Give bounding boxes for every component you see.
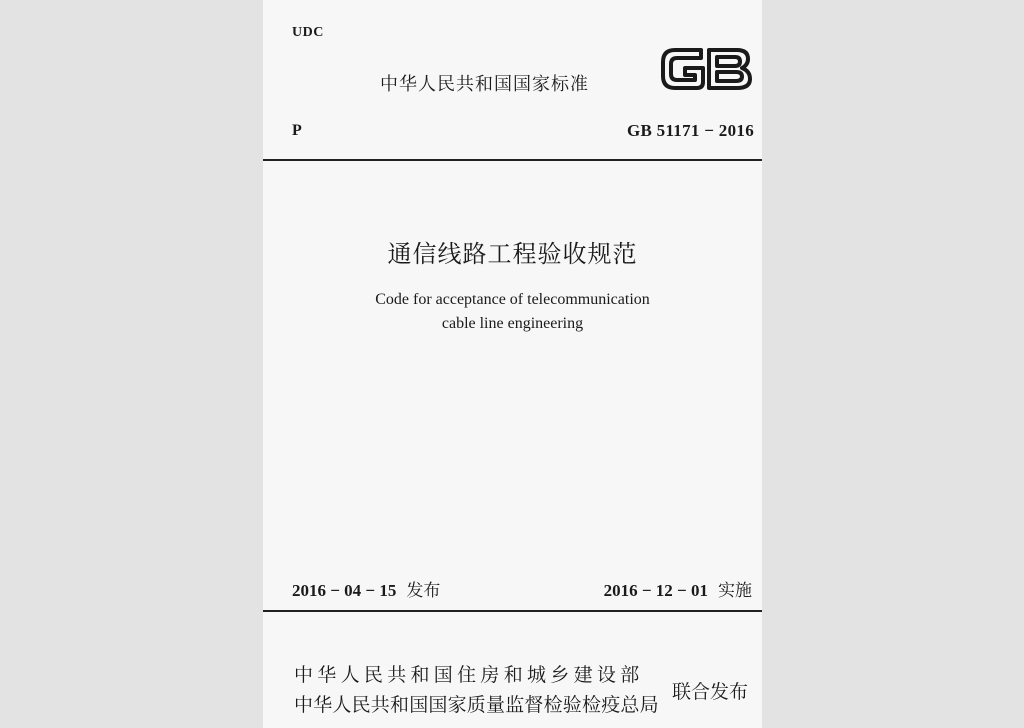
- classification-code: P: [292, 122, 302, 139]
- issue-label: 发布: [406, 581, 441, 601]
- english-title: [263, 288, 762, 336]
- bottom-divider: [263, 610, 762, 612]
- implement-label: 实施: [718, 581, 752, 601]
- implement-date-block: [604, 576, 752, 601]
- national-standard-title: 中华人民共和国国家标准: [380, 74, 589, 95]
- english-title-line-1: Code for acceptance of telecommunication: [375, 291, 650, 308]
- udc-label: UDC: [292, 25, 324, 40]
- implement-date: 2016 − 12 − 01: [603, 581, 708, 600]
- issue-date: 2016 − 04 − 15: [292, 581, 397, 600]
- document-cover-page: [263, 0, 762, 728]
- standard-number: GB 51171 − 2016: [626, 121, 754, 140]
- joint-release-label: 联合发布: [672, 681, 749, 703]
- issue-date-block: [292, 576, 440, 601]
- top-divider: [263, 159, 762, 161]
- gb-logo: [657, 42, 755, 96]
- chinese-title: 通信线路工程验收规范: [387, 242, 638, 268]
- english-title-line-2: cable line engineering: [441, 315, 584, 332]
- publisher-aqsiq: 中华人民共和国国家质量监督检验检疫总局: [294, 694, 659, 716]
- publisher-ministry-housing: 中华人民共和国住房和城乡建设部: [294, 664, 644, 686]
